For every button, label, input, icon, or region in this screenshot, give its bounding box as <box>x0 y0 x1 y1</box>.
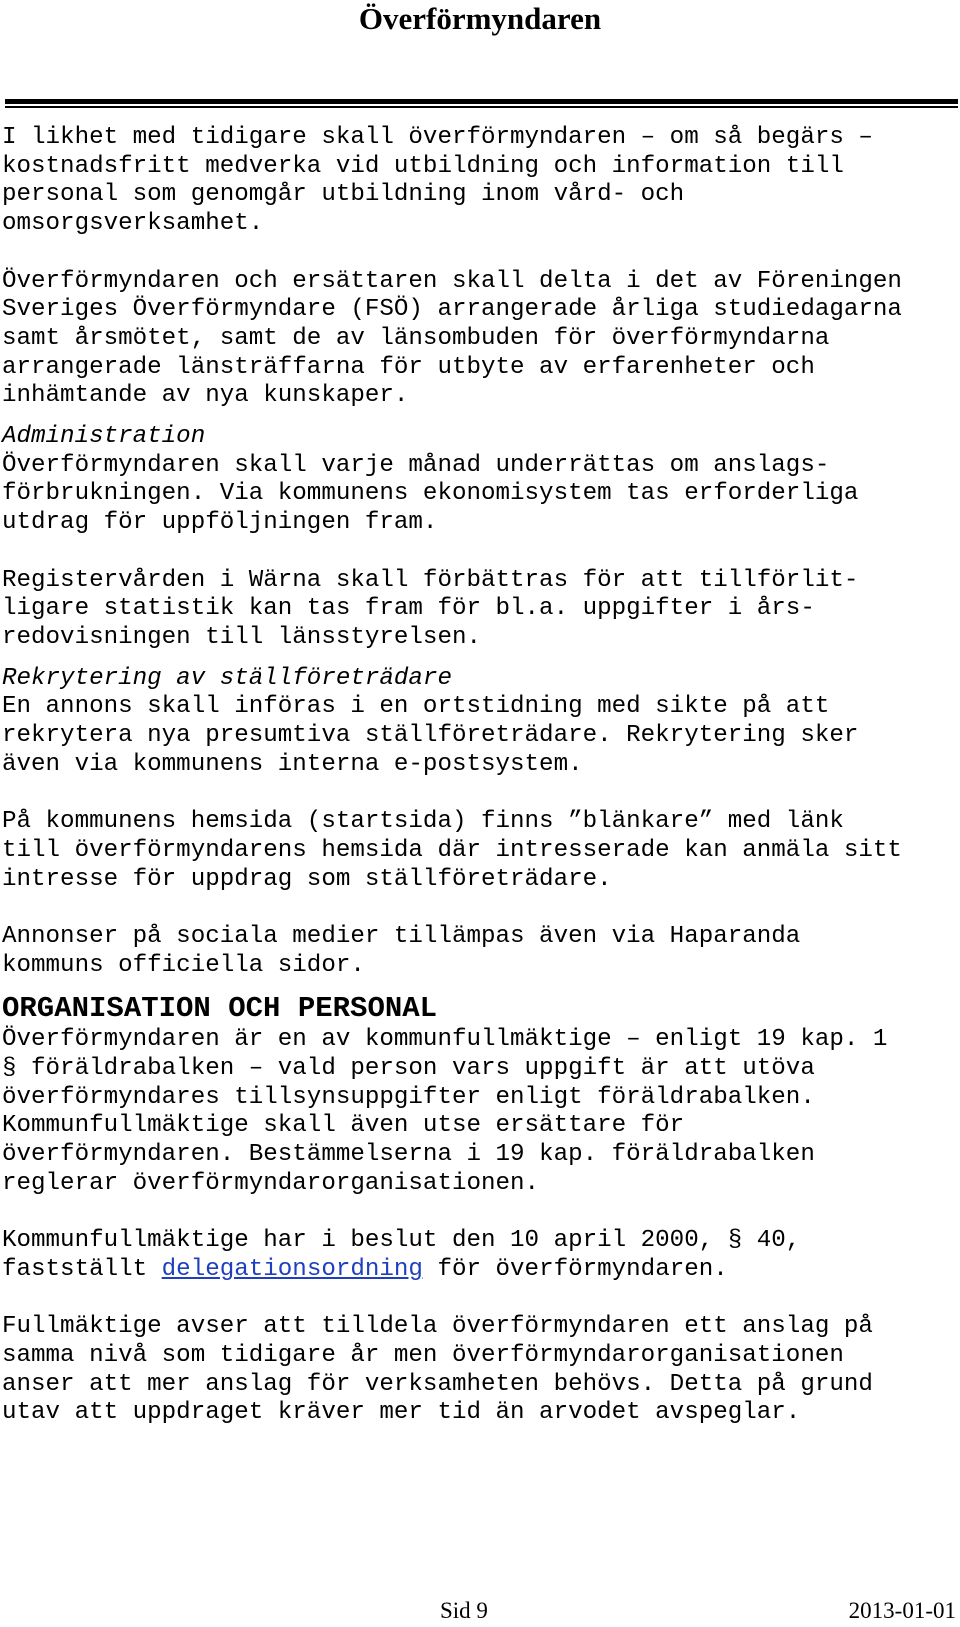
text-line: En annons skall införas i en ortstidning med sikte på att <box>2 693 830 721</box>
text-line: inhämtande av nya kunskaper. <box>2 382 409 410</box>
header-rule-thick <box>5 99 958 104</box>
header-rule-thin <box>5 106 958 108</box>
text-line: redovisningen till länsstyrelsen. <box>2 623 481 651</box>
paragraph-studiedagar <box>2 268 957 412</box>
text-line: kommuns officiella sidor. <box>2 951 365 979</box>
text-line: Kommunfullmäktige skall även utse ersättare för <box>2 1112 685 1140</box>
text-fragment: fastställt <box>2 1255 162 1283</box>
delegationsordning-link[interactable]: delegationsordning <box>161 1255 423 1283</box>
page-title: Överförmyndaren <box>358 1 602 36</box>
subheading-administration: Administration <box>2 423 206 451</box>
text-line: anser att mer anslag för verksamheten behövs. Detta på grund <box>2 1370 873 1398</box>
section-heading-organisation: ORGANISATION OCH PERSONAL <box>2 992 438 1026</box>
paragraph-organisation <box>2 1026 957 1198</box>
paragraph-annons <box>2 693 957 779</box>
text-line: Annonser på sociala medier tillämpas även via Haparanda <box>2 922 801 950</box>
document-body <box>2 124 957 1428</box>
paragraph-anslag-fullmaktige <box>2 1313 957 1428</box>
paragraph-hemsida <box>2 808 957 894</box>
text-line: personal som genomgår utbildning inom vård- och <box>2 181 685 209</box>
text-fragment: för överförmyndaren. <box>422 1255 728 1283</box>
text-line: intresse för uppdrag som ställföreträdare. <box>2 865 612 893</box>
text-line: överförmyndares tillsynsuppgifter enligt föräldrabalken. <box>2 1083 815 1111</box>
text-line: Överförmyndaren skall varje månad underrättas om anslags- <box>2 451 830 479</box>
footer-page-number: Sid 9 <box>440 1598 488 1623</box>
paragraph-utbildning <box>2 124 957 239</box>
text-line: samma nivå som tidigare år men överförmyndarorganisationen <box>2 1342 844 1370</box>
paragraph-anslag <box>2 452 957 538</box>
text-line: Fullmäktige avser att tilldela överförmyndaren ett anslag på <box>2 1313 873 1341</box>
text-line: Överförmyndaren och ersättaren skall delta i det av Föreningen <box>2 267 902 295</box>
paragraph-sociala-medier <box>2 923 957 980</box>
text-line: Sveriges Överförmyndare (FSÖ) arrangerade årliga studiedagarna <box>2 296 902 324</box>
text-line: § föräldrabalken – vald person vars uppgift är att utöva <box>2 1055 815 1083</box>
text-line: Registervården i Wärna skall förbättras för att tillförlit- <box>2 566 859 594</box>
text-line: arrangerade länsträffarna för utbyte av erfarenheter och <box>2 353 815 381</box>
text-line <box>2 1256 957 1285</box>
subheading-rekrytering: Rekrytering av ställföreträdare <box>2 664 452 692</box>
paragraph-delegation <box>2 1227 957 1284</box>
text-line: I likhet med tidigare skall överförmyndaren – om så begärs – <box>2 124 873 151</box>
text-line: rekrytera nya presumtiva ställföreträdare. Rekrytering sker <box>2 722 859 750</box>
text-line: förbrukningen. Via kommunens ekonomisystem tas erforderliga <box>2 480 859 508</box>
paragraph-registervarden <box>2 567 957 653</box>
text-line: Kommunfullmäktige har i beslut den 10 april 2000, § 40, <box>2 1227 801 1255</box>
text-line: till överförmyndarens hemsida där intresserade kan anmäla sitt <box>2 836 902 864</box>
text-line: ligare statistik kan tas fram för bl.a. uppgifter i års- <box>2 595 815 623</box>
text-line: kostnadsfritt medverka vid utbildning och information till <box>2 152 844 180</box>
text-line: På kommunens hemsida (startsida) finns ”blänkare” med länk <box>2 808 844 836</box>
footer-date: 2013-01-01 <box>848 1598 956 1623</box>
text-line: omsorgsverksamhet. <box>2 210 264 238</box>
text-line: överförmyndaren. Bestämmelserna i 19 kap. föräldrabalken <box>2 1141 815 1169</box>
text-line: Överförmyndaren är en av kommunfullmäktige – enligt 19 kap. 1 <box>2 1026 888 1054</box>
text-line: utdrag för uppföljningen fram. <box>2 509 438 537</box>
text-line: samt årsmötet, samt de av länsombuden för överförmyndarna <box>2 324 830 352</box>
text-line: utav att uppdraget kräver mer tid än arvodet avspeglar. <box>2 1399 801 1427</box>
text-line: reglerar överförmyndarorganisationen. <box>2 1169 540 1197</box>
text-line: även via kommunens interna e-postsystem. <box>2 750 583 778</box>
